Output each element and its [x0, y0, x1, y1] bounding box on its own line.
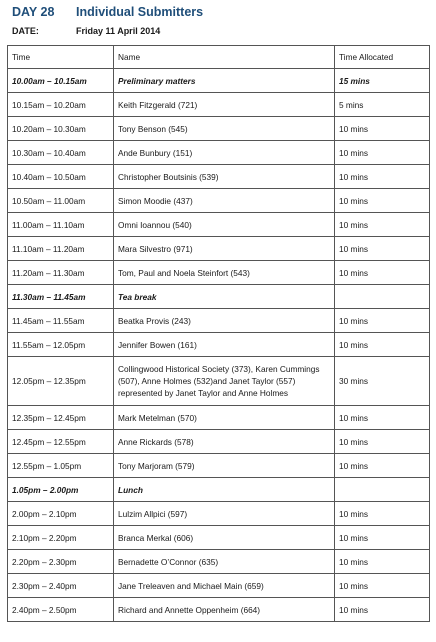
- time-cell: 12.35pm – 12.45pm: [8, 406, 114, 430]
- time-allocated-cell: 10 mins: [335, 261, 430, 285]
- table-row: [8, 333, 430, 357]
- name-cell: Christopher Boutsinis (539): [114, 165, 335, 189]
- time-allocated-cell: 10 mins: [335, 309, 430, 333]
- date-label: DATE:: [12, 26, 39, 36]
- name-cell: Jane Treleaven and Michael Main (659): [114, 574, 335, 598]
- table-row: [8, 430, 430, 454]
- time-cell: 11.55am – 12.05pm: [8, 333, 114, 357]
- time-allocated-cell: 10 mins: [335, 189, 430, 213]
- time-allocated-cell: 10 mins: [335, 430, 430, 454]
- table-row: [8, 406, 430, 430]
- time-allocated-cell: [335, 478, 430, 502]
- table-row: [8, 237, 430, 261]
- time-allocated-cell: 30 mins: [335, 357, 430, 406]
- time-cell: 10.50am – 11.00am: [8, 189, 114, 213]
- name-cell: Preliminary matters: [114, 69, 335, 93]
- name-cell: Simon Moodie (437): [114, 189, 335, 213]
- column-header-time-allocated: Time Allocated: [335, 46, 430, 69]
- day-heading: [12, 5, 204, 19]
- time-cell: 12.55pm – 1.05pm: [8, 454, 114, 478]
- time-cell: 10.15am – 10.20am: [8, 93, 114, 117]
- time-allocated-cell: 10 mins: [335, 165, 430, 189]
- day-label: DAY 28: [12, 5, 55, 19]
- time-allocated-cell: 10 mins: [335, 574, 430, 598]
- name-cell: Branca Merkal (606): [114, 526, 335, 550]
- name-cell: Keith Fitzgerald (721): [114, 93, 335, 117]
- time-allocated-cell: 10 mins: [335, 213, 430, 237]
- schedule-table: [7, 45, 430, 622]
- name-cell: Mark Metelman (570): [114, 406, 335, 430]
- table-row: [8, 93, 430, 117]
- name-cell: Tony Benson (545): [114, 117, 335, 141]
- date-heading: [12, 26, 161, 36]
- time-allocated-cell: 10 mins: [335, 141, 430, 165]
- time-cell: 2.10pm – 2.20pm: [8, 526, 114, 550]
- time-cell: 11.20am – 11.30am: [8, 261, 114, 285]
- table-row: [8, 69, 430, 93]
- name-cell: Tom, Paul and Noela Steinfort (543): [114, 261, 335, 285]
- name-cell: Ande Bunbury (151): [114, 141, 335, 165]
- page-title: Individual Submitters: [76, 5, 204, 19]
- table-row: [8, 141, 430, 165]
- table-row: [8, 454, 430, 478]
- name-cell: Anne Rickards (578): [114, 430, 335, 454]
- table-row: [8, 550, 430, 574]
- table-row: [8, 598, 430, 622]
- name-cell: Lunch: [114, 478, 335, 502]
- table-row: [8, 502, 430, 526]
- name-cell: Tony Marjoram (579): [114, 454, 335, 478]
- time-cell: 10.40am – 10.50am: [8, 165, 114, 189]
- time-allocated-cell: 10 mins: [335, 502, 430, 526]
- table-row: [8, 285, 430, 309]
- table-row: [8, 309, 430, 333]
- table-row: [8, 478, 430, 502]
- name-cell: Mara Silvestro (971): [114, 237, 335, 261]
- time-cell: 12.05pm – 12.35pm: [8, 357, 114, 406]
- table-row: [8, 213, 430, 237]
- name-cell: Lulzim Allpici (597): [114, 502, 335, 526]
- table-row: [8, 165, 430, 189]
- time-cell: 2.00pm – 2.10pm: [8, 502, 114, 526]
- table-row: [8, 526, 430, 550]
- name-cell: Bernadette O’Connor (635): [114, 550, 335, 574]
- date-value: Friday 11 April 2014: [76, 26, 161, 36]
- time-cell: 11.00am – 11.10am: [8, 213, 114, 237]
- table-row: [8, 574, 430, 598]
- table-row: [8, 357, 430, 406]
- name-cell: Omni Ioannou (540): [114, 213, 335, 237]
- name-cell: Collingwood Historical Society (373), Karen Cummings (507), Anne Holmes (532)and Janet Taylor (557) represented by Janet Taylor and Anne Holmes: [114, 357, 335, 406]
- name-cell: Richard and Annette Oppenheim (664): [114, 598, 335, 622]
- time-allocated-cell: 10 mins: [335, 598, 430, 622]
- time-cell: 2.40pm – 2.50pm: [8, 598, 114, 622]
- time-cell: 10.20am – 10.30am: [8, 117, 114, 141]
- time-cell: 2.20pm – 2.30pm: [8, 550, 114, 574]
- time-allocated-cell: 10 mins: [335, 550, 430, 574]
- time-allocated-cell: 10 mins: [335, 237, 430, 261]
- time-cell: 12.45pm – 12.55pm: [8, 430, 114, 454]
- schedule-body: [8, 69, 430, 622]
- name-cell: Beatka Provis (243): [114, 309, 335, 333]
- time-cell: 1.05pm – 2.00pm: [8, 478, 114, 502]
- table-row: [8, 189, 430, 213]
- table-row: [8, 261, 430, 285]
- time-allocated-cell: [335, 285, 430, 309]
- time-allocated-cell: 10 mins: [335, 454, 430, 478]
- table-header-row: [8, 46, 430, 69]
- column-header-name: Name: [114, 46, 335, 69]
- name-cell: Tea break: [114, 285, 335, 309]
- time-allocated-cell: 10 mins: [335, 526, 430, 550]
- column-header-time: Time: [8, 46, 114, 69]
- time-cell: 11.10am – 11.20am: [8, 237, 114, 261]
- name-cell: Jennifer Bowen (161): [114, 333, 335, 357]
- time-cell: 10.00am – 10.15am: [8, 69, 114, 93]
- time-allocated-cell: 5 mins: [335, 93, 430, 117]
- time-cell: 11.45am – 11.55am: [8, 309, 114, 333]
- time-allocated-cell: 10 mins: [335, 333, 430, 357]
- time-allocated-cell: 10 mins: [335, 406, 430, 430]
- time-cell: 2.30pm – 2.40pm: [8, 574, 114, 598]
- time-cell: 10.30am – 10.40am: [8, 141, 114, 165]
- table-row: [8, 117, 430, 141]
- time-allocated-cell: 15 mins: [335, 69, 430, 93]
- time-allocated-cell: 10 mins: [335, 117, 430, 141]
- time-cell: 11.30am – 11.45am: [8, 285, 114, 309]
